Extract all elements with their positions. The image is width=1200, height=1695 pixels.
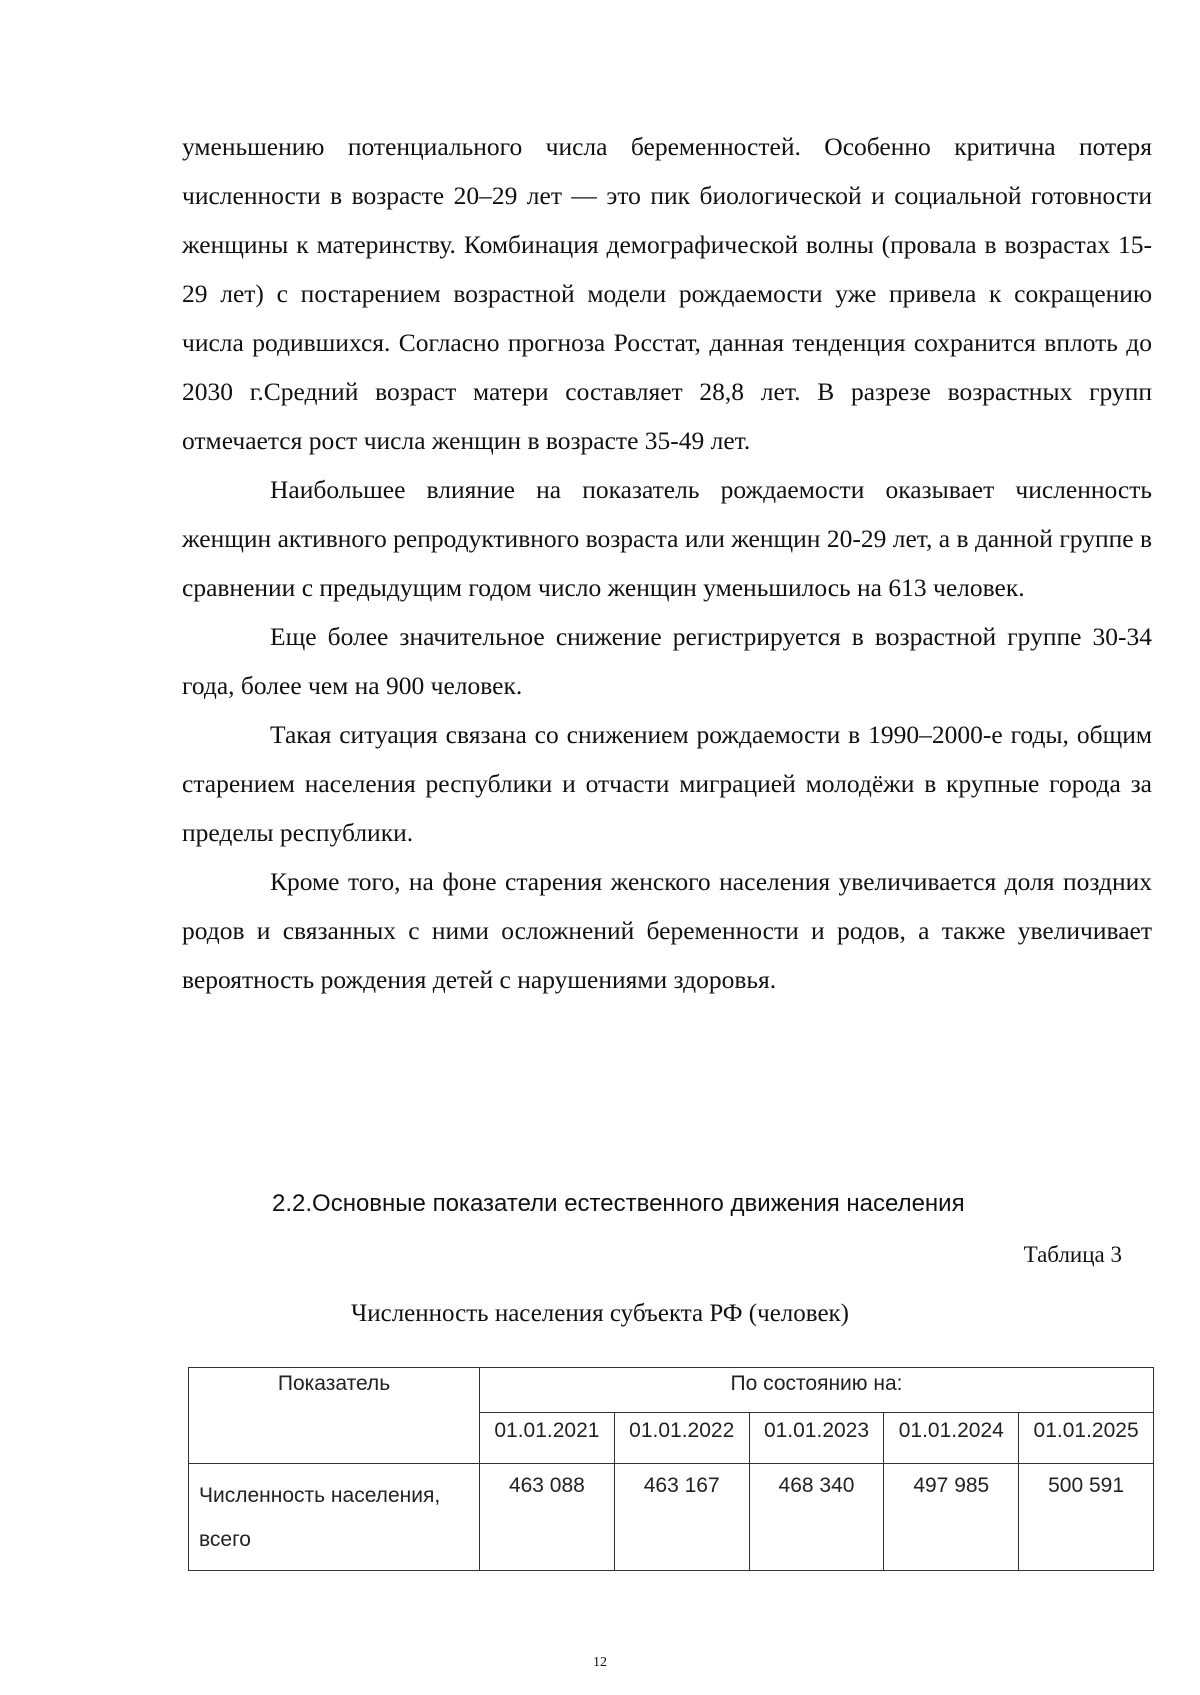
cell-value: 468 340 (749, 1464, 884, 1571)
table-title: Численность населения субъекта РФ (человек) (350, 1300, 850, 1327)
population-table (188, 1367, 1154, 1571)
header-date: 01.01.2024 (884, 1413, 1019, 1464)
header-date: 01.01.2022 (614, 1413, 749, 1464)
paragraph: Наибольшее влияние на показатель рождаемости оказывает численность женщин активного репродуктивного возраста или женщин 20-29 лет, а в данной группе в сравнении с предыдущим годом число женщин уменьшилось на 613 человек. (182, 475, 1152, 602)
cell-value: 463 088 (480, 1464, 615, 1571)
table-number: Таблица 3 (1023, 1242, 1122, 1267)
page-number: 12 (593, 1655, 607, 1670)
cell-value: 463 167 (614, 1464, 749, 1571)
cell-value: 497 985 (884, 1464, 1019, 1571)
header-indicator: Показатель (189, 1368, 480, 1464)
table-row (189, 1464, 1154, 1571)
paragraph: Кроме того, на фоне старения женского населения увеличивается доля поздних родов и связанных с ними осложнений беременности и родов, а также увеличивает вероятность рождения детей с нарушениями здоровья. (182, 867, 1152, 994)
cell-value: 500 591 (1019, 1464, 1154, 1571)
header-date: 01.01.2021 (480, 1413, 615, 1464)
header-date: 01.01.2023 (749, 1413, 884, 1464)
row-label: Численность населения, всего (189, 1464, 480, 1571)
section-heading: 2.2.Основные показатели естественного движения населения (272, 1190, 965, 1217)
paragraph: Такая ситуация связана со снижением рождаемости в 1990–2000-е годы, общим старением населения республики и отчасти миграцией молодёжи в крупные города за пределы республики. (182, 720, 1152, 847)
header-state: По состоянию на: (480, 1368, 1154, 1413)
header-date: 01.01.2025 (1019, 1413, 1154, 1464)
paragraph-continuation: уменьшению потенциального числа беременностей. Особенно критична потеря численности в возрасте 20–29 лет — это пик биологической и социальной готовности женщины к материнству. Комбинация демографической волны (провала в возрастах 15-29 лет) с постарением возрастной модели рождаемости уже привела к сокращению числа родившихся. Согласно прогноза Росстат, данная тенденция сохранится вплоть до 2030 г.Средний возраст матери составляет 28,8 лет. В разрезе возрастных групп отмечается рост числа женщин в возрасте 35-49 лет. (182, 132, 1152, 455)
table-header-row (189, 1368, 1154, 1413)
paragraph: Еще более значительное снижение регистрируется в возрастной группе 30-34 года, более чем на 900 человек. (182, 622, 1152, 700)
body-text (182, 122, 1152, 1004)
